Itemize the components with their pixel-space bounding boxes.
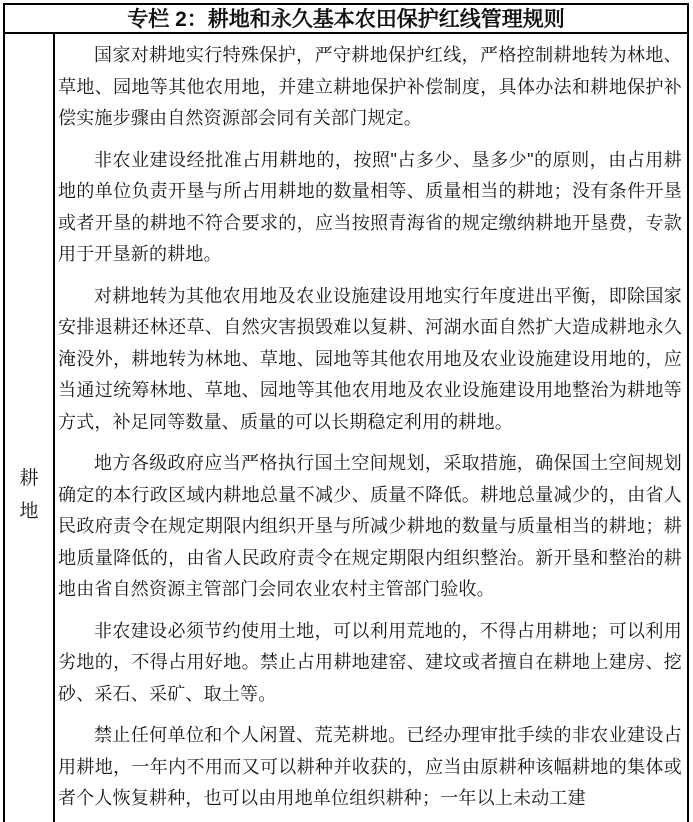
table-title: 专栏 2：耕地和永久基本农田保护红线管理规则: [5, 5, 687, 34]
rules-text-cell: [55, 34, 687, 822]
farmland-rules-table: [3, 3, 689, 822]
rule-paragraph: 非农建设必须节约使用土地，可以利用荒地的，不得占用耕地；可以利用劣地的，不得占用好地。禁止占用耕地建窑、建坟或者擅自在耕地上建房、挖砂、采石、采矿、取土等。: [58, 620, 682, 704]
rule-paragraph: 地方各级政府应当严格执行国土空间规划，采取措施，确保国土空间规划确定的本行政区域内耕地总量不减少、质量不降低。耕地总量减少的，由省人民政府责令在规定期限内组织开垦与所减少耕地的数量与质量相当的耕地；耕地质量降低的，由省人民政府责令在规定期限内组织整治。新开垦和整治的耕地由省自然资源主管部门会同农业农村主管部门验收。: [58, 453, 682, 599]
table-body-row: [5, 34, 687, 822]
rule-paragraph: 对耕地转为其他农用地及农业设施建设用地实行年度进出平衡，即除国家安排退耕还林还草、自然灾害损毁难以复耕、河湖水面自然扩大造成耕地永久淹没外，耕地转为林地、草地、园地等其他农用地及农业设施建设用地的，应当通过统筹林地、草地、园地等其他农用地及农业设施建设用地整治为耕地等方式，补足同等数量、质量的可以长期稳定利用的耕地。: [58, 285, 682, 432]
row-label: 耕地: [19, 468, 39, 522]
rule-paragraph: 国家对耕地实行特殊保护，严守耕地保护红线，严格控制耕地转为林地、草地、园地等其他农用地，并建立耕地保护补偿制度，具体办法和耕地保护补偿实施步骤由自然资源部会同有关部门规定。: [58, 45, 682, 128]
rule-paragraph: 禁止任何单位和个人闲置、荒芜耕地。已经办理审批手续的非农业建设占用耕地，一年内不用而又可以耕种并收获的，应当由原耕种该幅耕地的集体或者个人恢复耕种，也可以由用地单位组织耕种；一年以上未动工建: [58, 725, 682, 808]
rule-paragraph: 非农业建设经批准占用耕地的，按照"占多少、垦多少"的原则，由占用耕地的单位负责开垦与所占用耕地的数量相等、质量相当的耕地；没有条件开垦或者开垦的耕地不符合要求的，应当按照青海省的规定缴纳耕地开垦费，专款用于开垦新的耕地。: [58, 149, 682, 264]
row-header-cell: [5, 34, 55, 822]
